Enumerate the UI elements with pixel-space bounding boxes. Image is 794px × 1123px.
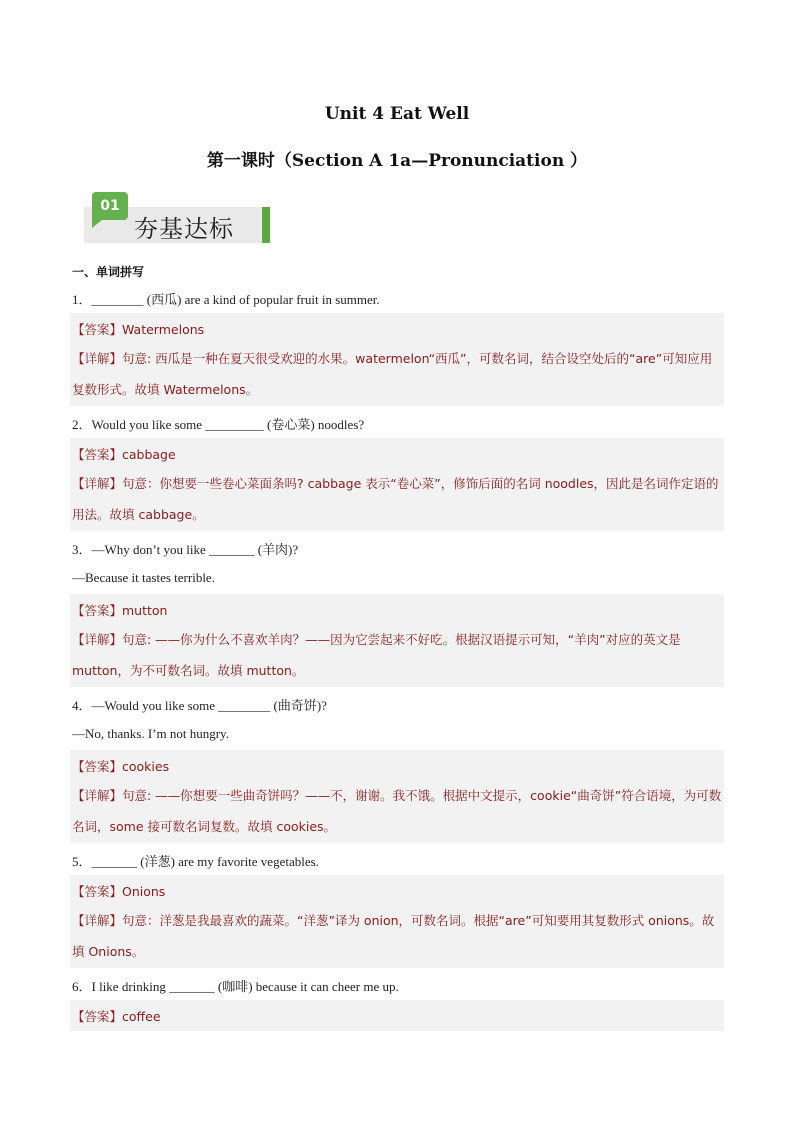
question-5: 5．_______ (洋葱) are my favorite vegetables.: [72, 854, 319, 869]
question-6: 6．I like drinking _______ (咖啡) because it can cheer me up.: [72, 979, 399, 994]
badge-label: 夯基达标: [134, 215, 234, 243]
question-2: 2．Would you like some _________ (卷心菜) noodles?: [72, 417, 365, 432]
lesson-subtitle: 第一课时（Section A 1a—Pronunciation ）: [206, 151, 588, 171]
question-3-reply: —Because it tastes terrible.: [72, 570, 215, 585]
detail-5: 【详解】句意：洋葱是我最喜欢的蔬菜。“洋葱”译为 onion，可数名词。根据“are”可知要用其复数形式 onions。故填 Onions。: [72, 913, 715, 959]
section-badge: [84, 190, 274, 246]
unit-title: Unit 4 Eat Well: [324, 104, 470, 124]
answer-5: 【答案】Onions: [72, 884, 166, 899]
answer-1: 【答案】Watermelons: [72, 322, 205, 337]
question-4: 4．—Would you like some ________ (曲奇饼)?: [72, 698, 327, 713]
answer-box-6: [70, 1000, 724, 1031]
answer-2: 【答案】cabbage: [72, 447, 176, 462]
badge-accent-bar: [262, 207, 270, 243]
detail-2: 【详解】句意：你想要一些卷心菜面条吗? cabbage 表示“卷心菜”，修饰后面的名词 noodles，因此是名词作定语的用法。故填 cabbage。: [72, 476, 719, 522]
answer-3: 【答案】mutton: [72, 603, 168, 618]
detail-1: 【详解】句意: 西瓜是一种在夏天很受欢迎的水果。watermelon“西瓜”，可数名词，结合设空处后的“are”可知应用复数形式。故填 Watermelons。: [72, 351, 713, 397]
badge-number: 01: [92, 192, 128, 220]
section-heading: 一、单词拼写: [72, 265, 145, 279]
detail-3: 【详解】句意: ——你为什么不喜欢羊肉？——因为它尝起来不好吃。根据汉语提示可知，“羊肉”对应的英文是 mutton，为不可数名词。故填 mutton。: [72, 632, 681, 678]
answer-6: 【答案】coffee: [72, 1009, 161, 1024]
badge-tail-icon: [92, 220, 102, 228]
answer-4: 【答案】cookies: [72, 759, 170, 774]
detail-4: 【详解】句意: ——你想要一些曲奇饼吗？——不，谢谢。我不饿。根据中文提示，cookie“曲奇饼”符合语境，为可数名词，some 接可数名词复数。故填 cookies。: [72, 788, 722, 834]
question-4-reply: —No, thanks. I’m not hungry.: [72, 726, 229, 741]
question-1: 1．________ (西瓜) are a kind of popular fruit in summer.: [72, 292, 380, 307]
question-3: 3．—Why don’t you like _______ (羊肉)?: [72, 542, 299, 557]
